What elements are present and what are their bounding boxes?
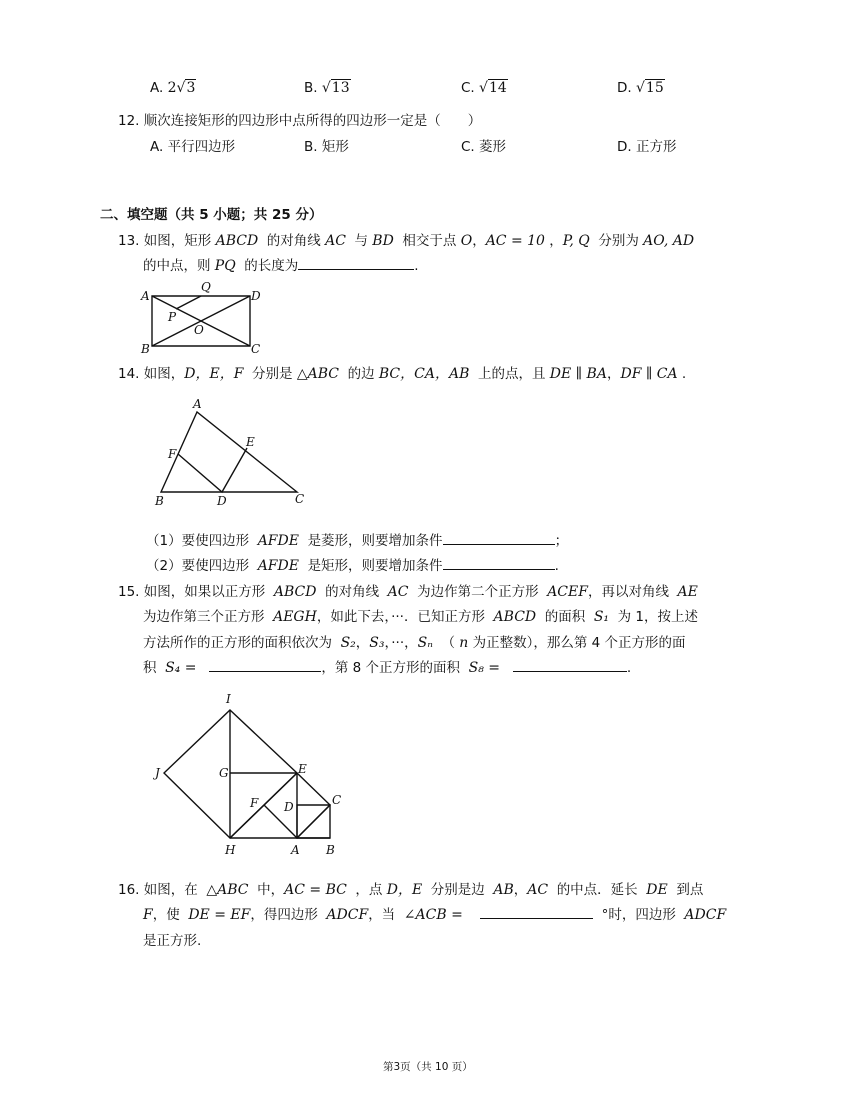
q11-option-a <box>150 80 196 96</box>
text: 的中点，则 <box>143 258 211 274</box>
math: AO, AD <box>643 233 695 249</box>
text: . <box>626 660 632 676</box>
q14-sub1 <box>146 529 568 549</box>
q11-option-c <box>461 80 508 96</box>
text: 的面积 <box>544 609 586 625</box>
text: ，当 <box>368 907 396 923</box>
math: AFDE <box>257 533 299 549</box>
q14-figure <box>150 394 320 512</box>
math: ABCD <box>273 584 317 600</box>
text: 为边作第三个正方形 <box>143 609 265 625</box>
q13-figure <box>138 278 268 356</box>
q12-option-a: A. 平行四边形 <box>150 139 236 155</box>
text: 如图，矩形 <box>143 233 212 249</box>
math: △ABC <box>206 882 249 898</box>
answer-blank[interactable] <box>298 268 414 270</box>
math: ADCF <box>684 907 727 923</box>
text: 如图，如果以正方形 <box>143 584 266 600</box>
math: D，E，F <box>184 366 244 382</box>
q14-sub2 <box>146 554 559 574</box>
option-label: A. <box>150 80 164 96</box>
math: AC <box>527 882 549 898</box>
math: AC = BC <box>284 882 347 898</box>
label-a: A <box>291 843 300 857</box>
math: DE <box>646 882 668 898</box>
label-p: P <box>168 310 177 324</box>
segment-pq <box>176 296 201 309</box>
text: ，点 <box>355 882 383 898</box>
math: AB <box>493 882 514 898</box>
question-number: 15. <box>118 584 140 600</box>
text: ； <box>554 533 569 549</box>
label-q: Q <box>201 280 211 294</box>
text: 分别为 <box>598 233 639 249</box>
math: n <box>459 635 469 651</box>
text: 相交于点 <box>402 233 457 249</box>
math: Sₙ <box>417 635 433 651</box>
question-number: 13. <box>118 233 140 249</box>
math: △ABC <box>296 366 339 382</box>
math: S₃ <box>369 635 385 651</box>
label-i: I <box>226 692 231 706</box>
answer-blank[interactable] <box>443 568 555 570</box>
math: AC <box>387 584 409 600</box>
section-title: 二、填空题（共 5 小题；共 25 分） <box>100 207 323 223</box>
text: 上的点，且 <box>477 366 546 382</box>
text: . <box>681 366 687 382</box>
math: AFDE <box>257 558 299 574</box>
label-g: G <box>219 766 229 780</box>
text: ， <box>549 233 563 249</box>
text: ，第 8 个正方形的面积 <box>321 660 461 676</box>
text: 积 <box>143 660 157 676</box>
answer-blank-s8[interactable] <box>513 670 627 672</box>
text: 为 1，按上述 <box>617 609 699 625</box>
math: DF ∥ CA <box>620 366 678 382</box>
q16-line1 <box>118 878 703 899</box>
math: ADCF <box>326 907 369 923</box>
text: ，使 <box>152 907 180 923</box>
q16-line3: 是正方形. <box>143 933 202 949</box>
text: ， <box>355 635 370 651</box>
page-footer: 第3页（共 10 页） <box>383 1061 473 1073</box>
text: ，如此下去，···．已知正方形 <box>316 609 485 625</box>
label-a: A <box>193 397 202 411</box>
label-d: D <box>251 289 261 303</box>
question-number: 14. <box>118 366 140 382</box>
math: PQ <box>214 258 236 274</box>
label-b: B <box>326 843 335 857</box>
label-h: H <box>225 843 236 857</box>
text: 的中点．延长 <box>556 882 638 898</box>
segments-fd-de <box>178 448 247 492</box>
radicand: 14 <box>488 80 507 96</box>
q15-line1 <box>118 580 698 600</box>
text: . <box>414 258 419 274</box>
text: 的对角线 <box>266 233 321 249</box>
math: BD <box>372 233 394 249</box>
q15-line2 <box>143 605 698 625</box>
text: （ <box>441 635 455 651</box>
radicand: 13 <box>331 80 350 96</box>
label-c: C <box>251 342 261 356</box>
q15-line4 <box>143 656 631 676</box>
math: BC，CA，AB <box>378 366 470 382</box>
label-d: D <box>217 494 227 508</box>
label-a: A <box>141 289 150 303</box>
math: O <box>460 233 473 249</box>
q15-line3 <box>143 631 686 651</box>
text: ， <box>472 233 486 249</box>
text: 为边作第二个正方形 <box>417 584 539 600</box>
text: 中， <box>257 882 285 898</box>
q12-option-b: B. 矩形 <box>304 139 349 155</box>
math: ∠ACB = <box>403 907 463 923</box>
answer-blank[interactable] <box>443 543 555 545</box>
text: （1）要使四边形 <box>146 533 250 549</box>
math: S₈ = <box>468 660 501 676</box>
q16-line2 <box>143 903 726 923</box>
label-f: F <box>250 796 259 810</box>
text: 为正整数），那么第 4 个正方形的面 <box>472 635 686 651</box>
q13-line1 <box>118 229 694 249</box>
q11-option-d <box>617 80 665 96</box>
math: D，E <box>386 882 423 898</box>
label-f: F <box>168 447 177 461</box>
q13-line2 <box>143 254 419 274</box>
math: ABCD <box>493 609 537 625</box>
text: 如图， <box>143 366 185 382</box>
text: 分别是 <box>252 366 293 382</box>
text: ，···， <box>384 635 418 651</box>
text: ， <box>606 366 621 382</box>
math: ABCD <box>215 233 259 249</box>
text: °时，四边形 <box>601 907 676 923</box>
answer-blank-s4[interactable] <box>209 670 321 672</box>
text: 的边 <box>347 366 375 382</box>
math: AC = 10 <box>485 233 545 249</box>
text: 到点 <box>676 882 704 898</box>
text: . <box>554 558 559 574</box>
text: 分别是边 <box>430 882 485 898</box>
text: 与 <box>354 233 368 249</box>
q12-stem <box>118 109 481 129</box>
option-label: B. <box>304 80 318 96</box>
q12-option-c: C. 菱形 <box>461 139 507 155</box>
text: 如图，在 <box>143 882 198 898</box>
label-d: D <box>284 800 294 814</box>
math: P, Q <box>562 233 590 249</box>
math: ACEF <box>547 584 588 600</box>
text: 的对角线 <box>325 584 380 600</box>
math: AE <box>677 584 698 600</box>
label-c: C <box>332 793 342 807</box>
radicand: 15 <box>645 80 664 96</box>
text: ， <box>513 882 528 898</box>
question-number: 12. <box>118 113 140 129</box>
option-coef: 2 <box>167 80 177 96</box>
math: S₁ <box>593 609 610 625</box>
sqrt-sign: √ <box>479 80 488 96</box>
option-label: D. <box>617 80 632 96</box>
option-label: C. <box>461 80 475 96</box>
q14-line1 <box>118 362 686 383</box>
question-text: 顺次连接矩形的四边形中点所得的四边形一定是（ ） <box>143 113 482 129</box>
text: 方法所作的正方形的面积依次为 <box>143 635 332 651</box>
text: 是矩形，则要增加条件 <box>307 558 443 574</box>
label-c: C <box>295 492 305 506</box>
diagonal-ac <box>297 805 330 838</box>
sqrt-sign: √ <box>176 80 186 96</box>
text: （2）要使四边形 <box>146 558 250 574</box>
label-e: E <box>246 435 255 449</box>
sqrt-sign: √ <box>321 80 331 96</box>
text: ，得四边形 <box>250 907 318 923</box>
label-b: B <box>141 342 150 356</box>
q15-figure <box>150 690 350 860</box>
math: AC <box>325 233 346 249</box>
math: S₄ = <box>165 660 197 676</box>
math: AEGH <box>273 609 317 625</box>
answer-blank[interactable] <box>480 917 593 919</box>
label-b: B <box>155 494 164 508</box>
sqrt-sign: √ <box>635 80 645 96</box>
q12-option-d: D. 正方形 <box>617 139 677 155</box>
label-e: E <box>298 762 307 776</box>
text: 是菱形，则要增加条件 <box>307 533 443 549</box>
math: F <box>143 907 153 923</box>
q11-option-b <box>304 80 351 96</box>
math: DE ∥ BA <box>549 366 607 382</box>
text: ，再以对角线 <box>587 584 669 600</box>
text: 的长度为 <box>244 258 299 274</box>
math: S₂ <box>340 635 356 651</box>
question-number: 16. <box>118 882 140 898</box>
label-j: J <box>155 766 160 780</box>
label-o: O <box>194 323 204 337</box>
radicand: 3 <box>186 80 196 96</box>
math: DE = EF <box>188 907 251 923</box>
